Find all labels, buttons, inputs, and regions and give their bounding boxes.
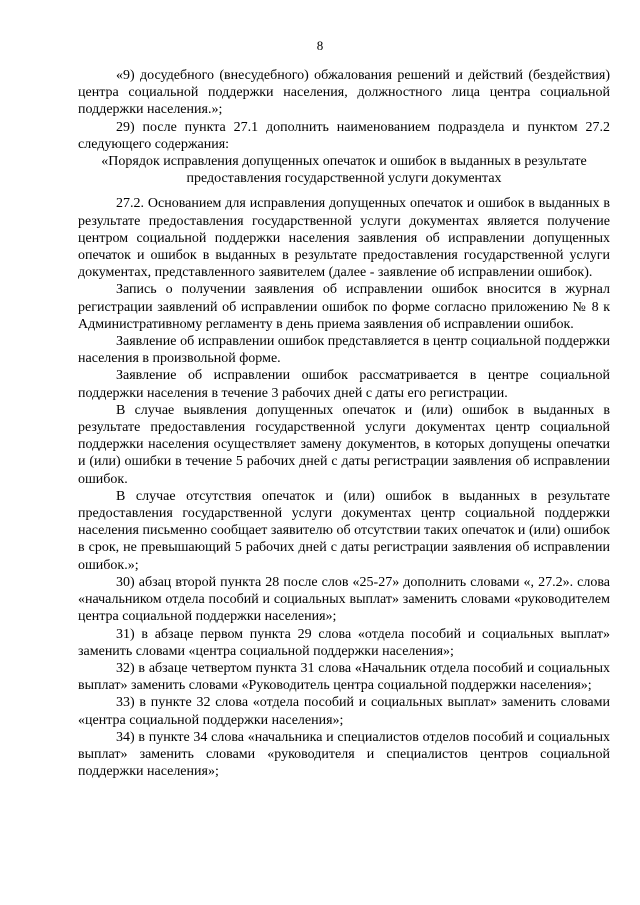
paragraph-item-34: 34) в пункте 34 слова «начальника и специалистов отделов пособий и социальных выплат» заменить словами «руководителя и специалистов центров социальной поддержки населения»;	[78, 729, 610, 780]
paragraph-27-2: 27.2. Основанием для исправления допущенных опечаток и ошибок в выданных в результате предоставления государственной услуги документах является получение центром социальной поддержки населения заявления об исправлении допущенных опечаток и ошибок в выданных в результате предоставления государственной услуги документах, представленного заявителем (далее - заявление об исправлении ошибок).	[78, 196, 610, 281]
paragraph-journal-record: Запись о получении заявления об исправлении ошибок вносится в журнал регистрации заявлений об исправлении ошибок по форме согласно приложению № 8 к Административному регламенту в день приема заявления об исправлении ошибок.	[78, 282, 610, 332]
paragraph-item-30: 30) абзац второй пункта 28 после слов «25-27» дополнить словами «, 27.2». слова «начальником отдела пособий и социальных выплат» заменить словами «руководителем центра социальной поддержки населения»;	[78, 574, 610, 625]
page-number: 8	[316, 38, 324, 53]
paragraph-no-errors: В случае отсутствия опечаток и (или) ошибок в выданных в результате предоставления государственной услуги документах центр социальной поддержки населения письменно сообщает заявителю об отсутствии таких опечаток и (или) ошибок в срок, не превышающий 5 рабочих дней с даты регистрации заявления об исправлении ошибок.»;	[78, 488, 610, 573]
paragraph-item-33: 33) в пункте 32 слова «отдела пособий и социальных выплат» заменить словами «центра социальной поддержки населения»;	[78, 695, 610, 728]
paragraph-errors-found: В случае выявления допущенных опечаток и (или) ошибок в выданных в результате предоставления государственной услуги документах центр социальной поддержки населения осуществляет замену документов, в которых допущены опечатки и (или) ошибки в течение 5 рабочих дней с даты регистрации заявления об исправлении ошибок.	[78, 402, 610, 487]
paragraph-review-term: Заявление об исправлении ошибок рассматривается в центре социальной поддержки населения в течение 3 рабочих дней с даты его регистрации.	[78, 368, 610, 401]
paragraph-item-29: 29) после пункта 27.1 дополнить наименованием подраздела и пунктом 27.2 следующего содержания:	[78, 119, 610, 152]
paragraph-free-form: Заявление об исправлении ошибок представляется в центр социальной поддержки населения в произвольной форме.	[78, 334, 610, 367]
document-body	[78, 67, 610, 780]
paragraph-item-32: 32) в абзаце четвертом пункта 31 слова «Начальник отдела пособий и социальных выплат» заменить словами «Руководитель центра социальной поддержки населения»;	[78, 660, 610, 694]
paragraph-item-9: «9) досудебного (внесудебного) обжалования решений и действий (бездействия) центра социальной поддержки населения, должностного лица центра социальной поддержки населения.»;	[78, 68, 610, 118]
paragraph-item-31: 31) в абзаце первом пункта 29 слова «отдела пособий и социальных выплат» заменить словами «центра социальной поддержки населения»;	[78, 626, 610, 659]
subsection-heading: «Порядок исправления допущенных опечаток и ошибок в выданных в результате предоставления государственной услуги документах	[101, 154, 587, 187]
